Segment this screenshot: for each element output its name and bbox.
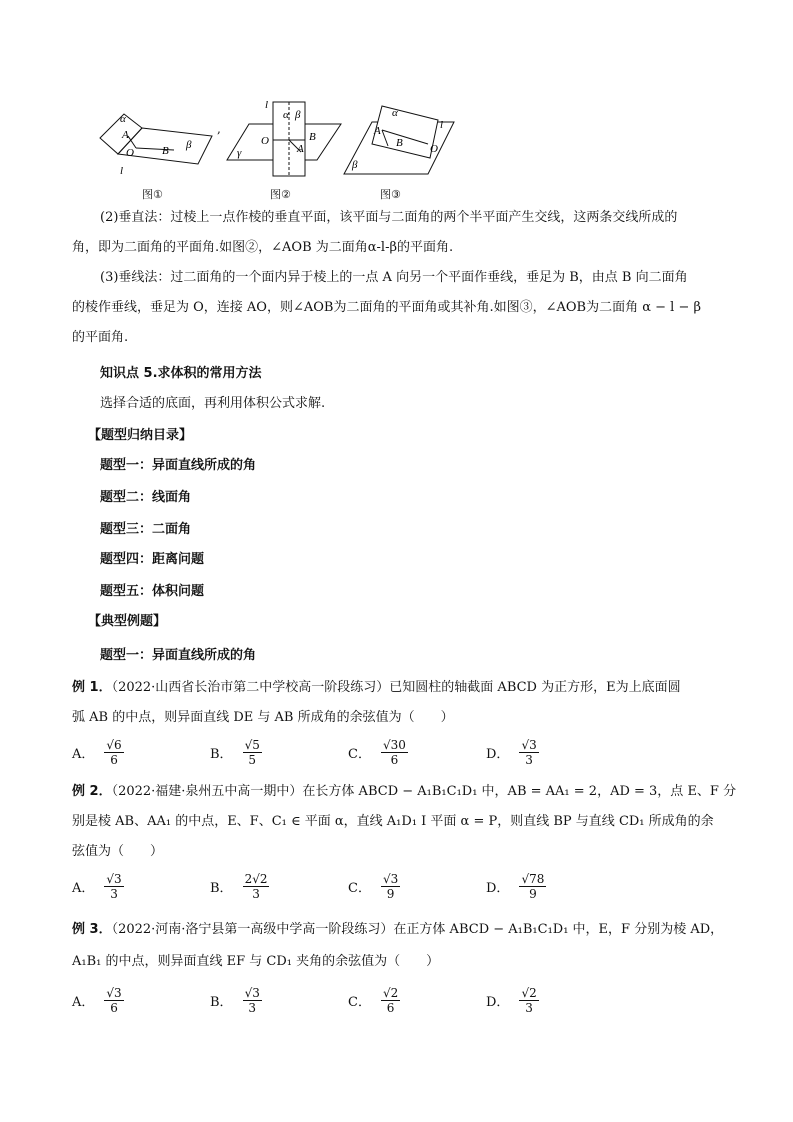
figure-3 [342,100,462,180]
fig3-O: O [430,143,438,155]
p3-line2: 的棱作垂线，垂足为 O，连接 AO，则∠AOB为二面角的平面角或其补角.如图③，∠AOB为二面角 α − l − β [72,300,701,315]
examples-title: 【典型例题】 [88,614,167,629]
catalog-item-1: 题型一：异面直线所成的角 [100,458,257,473]
example-2-line2: 别是棱 AB、AA₁ 的中点，E、F、C₁ ∈ 平面 α，直线 A₁D₁ I 平面 α = P，则直线 BP 与直线 CD₁ 所成角的余 [72,814,714,829]
knowledge5-text: 选择合适的底面，再利用体积公式求解. [100,396,326,411]
figure-2-caption: 图② [270,188,291,201]
figure-1 [98,108,214,178]
figure-3-caption: 图③ [380,188,401,201]
knowledge5-title: 知识点 5.求体积的常用方法 [100,366,262,381]
fig2-gamma: γ [237,147,242,159]
p3-line3: 的平面角. [72,330,129,345]
option: C． $\frac{√30}{6}$ [348,738,406,767]
p2-line2: 角，即为二面角的平面角.如图②，∠AOB 为二面角α-l-β的平面角. [72,240,454,255]
fig2-beta: β [295,109,301,121]
option: B． $\frac{2√2}{3}$ [210,872,268,901]
example-2-line1: 例 2．（2022·福建·泉州五中高一期中）在长方体 ABCD − A₁B₁C₁D₁ 中，AB = AA₁ = 2，AD = 3，点 E、F 分 [72,784,737,799]
example-1-line1: 例 1．（2022·山西省长治市第二中学校高一阶段练习）已知圆柱的轴截面 ABCD 为正方形，E为上底面圆 [72,680,681,695]
catalog-item-5: 题型五：体积问题 [100,584,205,599]
option: D． $\frac{√2}{3}$ [486,986,537,1015]
example-3-line1: 例 3．（2022·河南·洛宁县第一高级中学高一阶段练习）在正方体 ABCD − A₁B₁C₁D₁ 中，E，F 分别为棱 AD， [72,922,724,937]
example-3-line2: A₁B₁ 的中点，则异面直线 EF 与 CD₁ 夹角的余弦值为（ ） [72,954,440,969]
fig2-O: O [261,135,269,147]
example-1-line2: 弧 AB 的中点，则异面直线 DE 与 AB 所成角的余弦值为（ ） [72,710,454,725]
fig1-alpha: α [120,113,126,125]
fig1-l: l [120,165,124,177]
option: C． $\frac{√3}{9}$ [348,872,399,901]
fig1-A: A [122,129,129,141]
fig3-beta: β [352,159,358,171]
catalog-item-2: 题型二：线面角 [100,490,192,505]
p3-line1: (3)垂线法：过二面角的一个面内异于棱上的一点 A 向另一个平面作垂线，垂足为 B，由点 B 向二面角 [100,270,688,285]
option: C． $\frac{√2}{6}$ [348,986,399,1015]
fig3-A: A [374,125,381,137]
fig1-B: B [162,145,169,157]
fig3-alpha: α [392,107,398,119]
type1-title: 题型一：异面直线所成的角 [100,648,257,663]
option: A． $\frac{√3}{3}$ [72,872,122,901]
figure-separator: , [217,122,221,136]
fig3-B: B [396,137,403,149]
fig3-l: l [440,119,444,131]
option: B． $\frac{√5}{5}$ [210,738,260,767]
fig1-beta: β [186,139,192,151]
fig2-A: A [297,143,304,155]
fig2-l: l [265,100,269,111]
option: A． $\frac{√6}{6}$ [72,738,122,767]
example-1-label: 例 1． [72,680,112,695]
catalog-item-3: 题型三：二面角 [100,522,192,537]
fig2-alpha: α [283,109,289,121]
figure-2 [225,100,343,180]
catalog-title: 【题型归纳目录】 [88,428,193,443]
fig1-O: O [126,147,134,159]
figure-1-caption: 图① [142,188,163,201]
fig2-B: B [309,131,316,143]
example-2-label: 例 2． [72,784,112,799]
catalog-item-4: 题型四：距离问题 [100,552,205,567]
example-2-line3: 弦值为（ ） [72,844,164,859]
p2-line1: (2)垂直法：过棱上一点作棱的垂直平面，该平面与二面角的两个半平面产生交线，这两条交线所成的 [100,210,678,225]
option: A． $\frac{√3}{6}$ [72,986,122,1015]
option: B． $\frac{√3}{3}$ [210,986,260,1015]
option: D． $\frac{√78}{9}$ [486,872,545,901]
option: D． $\frac{√3}{3}$ [486,738,537,767]
example-3-label: 例 3． [72,922,112,937]
